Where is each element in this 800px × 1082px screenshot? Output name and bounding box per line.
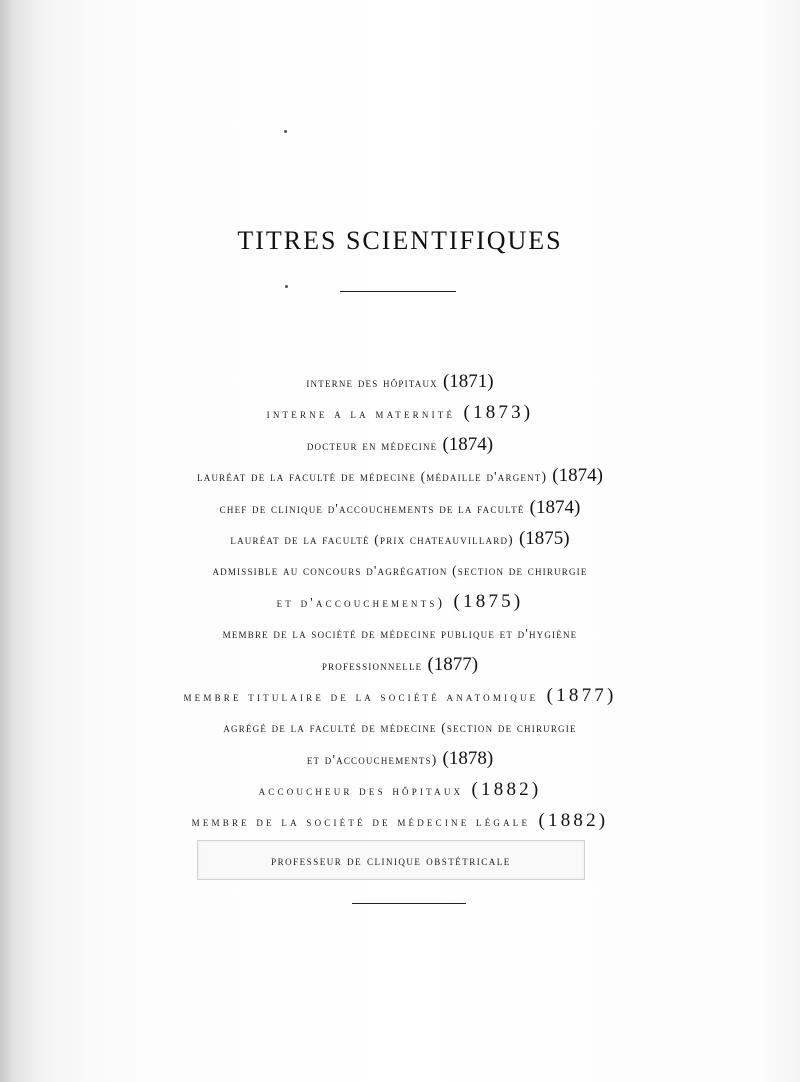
title-year: (1877) [427, 653, 479, 675]
highlight-box [197, 840, 585, 880]
closing-divider [352, 903, 466, 904]
speck [284, 130, 287, 133]
title-text: et d'accouchements) [276, 594, 446, 610]
title-year: (1874) [552, 465, 603, 487]
title-year: (1878) [442, 747, 494, 769]
title-entry [0, 805, 800, 836]
title-text: interne a la maternité [266, 406, 456, 422]
title-text: chef de clinique d'accouchements de la faculté [219, 500, 525, 516]
title-entry [0, 523, 800, 554]
title-entry [0, 617, 800, 648]
title-entry [0, 397, 800, 428]
title-text: lauréat de la faculté de médecine (médaille d'argent) [197, 469, 548, 485]
title-text: membre de la société de médecine légale [191, 814, 531, 830]
title-entry [0, 554, 800, 585]
title-year: (1882) [538, 810, 609, 832]
title-year: (1873) [463, 402, 534, 424]
title-entry [0, 743, 800, 774]
title-text: accoucheur des hôpitaux [258, 783, 464, 799]
title-text: membre titulaire de la société anatomique [183, 688, 539, 704]
title-text: interne des hôpitaux [306, 375, 438, 390]
title-year: (1877) [546, 684, 617, 706]
title-entry [0, 586, 800, 617]
title-year: (1874) [529, 496, 581, 518]
title-entry [0, 492, 800, 523]
title-entry [0, 460, 800, 491]
title-text: professionnelle [321, 657, 423, 673]
title-text: lauréat de la faculté (prix chateauvillard) [230, 531, 514, 547]
title-year: (1882) [471, 779, 542, 801]
titles-list [0, 366, 800, 837]
title-text: et d'accouchements) [306, 751, 438, 767]
title-text: docteur en médecine [306, 437, 438, 453]
title-text: membre de la société de médecine publique et d'hygiène [222, 626, 578, 642]
title-year: (1874) [442, 433, 494, 455]
title-text: agrégé de la faculté de médecine (section de chirurgie [223, 720, 577, 736]
title-entry [0, 649, 800, 680]
title-entry [0, 774, 800, 805]
speck [285, 285, 288, 288]
title-year: (1871) [442, 371, 494, 392]
title-divider [340, 291, 456, 292]
title-entry [0, 711, 800, 742]
page-title: TITRES SCIENTIFIQUES [237, 226, 563, 255]
title-year: (1875) [518, 527, 570, 549]
title-entry [0, 429, 800, 460]
highlight-text: professeur de clinique obstétricale [271, 853, 511, 868]
title-year: (1875) [453, 590, 524, 612]
title-text: admissible au concours d'agrégation (section de chirurgie [212, 563, 588, 579]
title-entry [0, 366, 800, 397]
title-entry [0, 680, 800, 711]
